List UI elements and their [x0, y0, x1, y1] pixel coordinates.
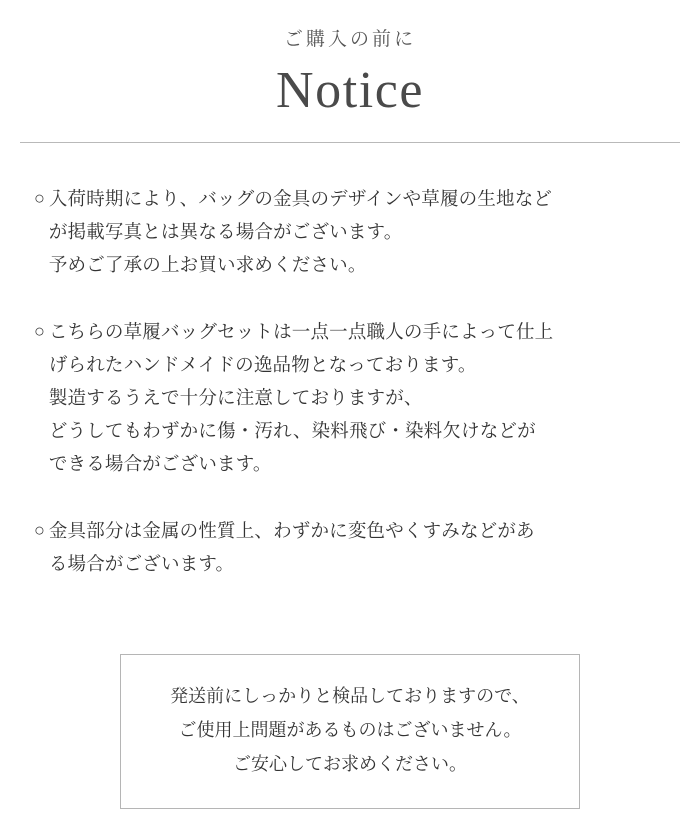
- list-item: [34, 515, 666, 581]
- list-item-text: [49, 316, 666, 481]
- text-line: 発送前にしっかりと検品しておりますので、: [170, 686, 530, 706]
- text-line: 入荷時期により、バッグの金具のデザインや草履の生地など: [48, 188, 553, 210]
- header-subtitle: ご購入の前に: [283, 29, 417, 50]
- page-header: [0, 0, 700, 143]
- text-line: 製造するうえで十分に注意しておりますが、: [48, 386, 423, 408]
- text-line: できる場合がございます。: [48, 452, 272, 474]
- text-line: る場合がございます。: [48, 552, 235, 574]
- notice-list: [0, 143, 700, 580]
- bullet-circle-icon: ○: [34, 321, 45, 342]
- text-line: ご使用上問題があるものはございません。: [178, 720, 522, 741]
- text-line: こちらの草履バッグセットは一点一点職人の手によって仕上: [48, 321, 554, 343]
- bullet-circle-icon: ○: [34, 188, 45, 209]
- list-item-text: [49, 515, 666, 581]
- text-line: ご安心してお求めください。: [233, 754, 467, 775]
- text-line: げられたハンドメイドの逸品物となっております。: [48, 353, 477, 375]
- text-line: 予めご了承の上お買い求めください。: [48, 254, 367, 276]
- text-line: が掲載写真とは異なる場合がございます。: [48, 221, 403, 243]
- page-title: Notice: [276, 61, 424, 119]
- list-item: [34, 183, 666, 282]
- text-line: 金具部分は金属の性質上、わずかに変色やくすみなどがあ: [48, 519, 535, 541]
- list-item-text: [49, 183, 666, 282]
- list-item: [34, 316, 666, 481]
- reassurance-box: [120, 654, 580, 809]
- text-line: どうしてもわずかに傷・汚れ、染料飛び・染料欠けなどが: [48, 419, 536, 441]
- bullet-circle-icon: ○: [34, 519, 45, 540]
